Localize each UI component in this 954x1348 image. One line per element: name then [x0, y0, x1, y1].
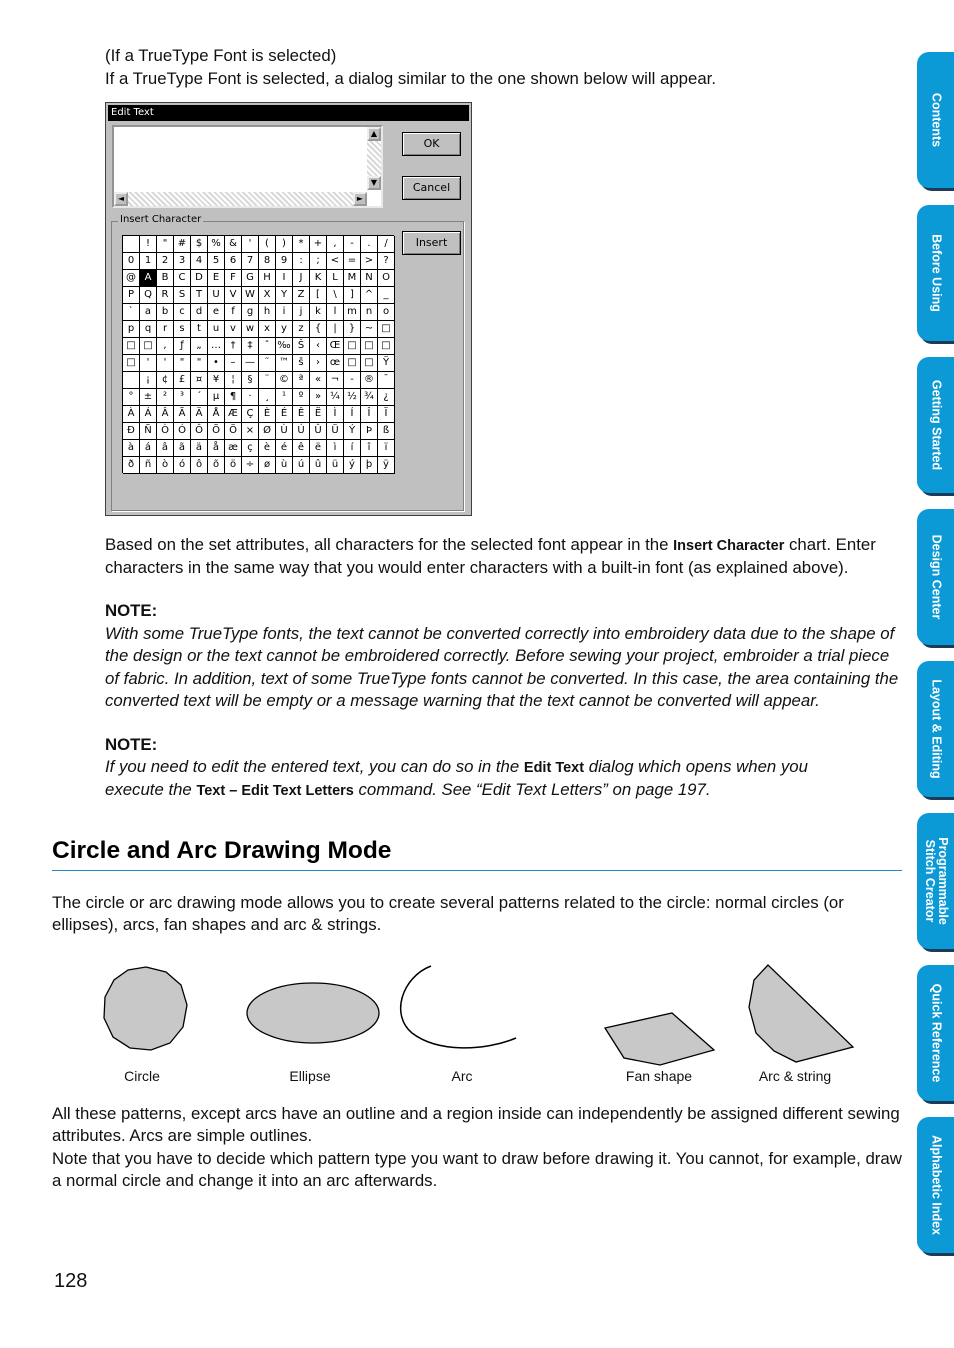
char-cell[interactable]: Ò	[157, 423, 174, 440]
char-cell[interactable]: °	[123, 389, 140, 406]
char-cell[interactable]: ®	[361, 372, 378, 389]
char-cell[interactable]: .	[361, 236, 378, 253]
char-cell[interactable]: L	[327, 270, 344, 287]
char-cell[interactable]: Z	[293, 287, 310, 304]
char-cell[interactable]: ¨	[259, 372, 276, 389]
char-cell[interactable]: ±	[140, 389, 157, 406]
char-cell[interactable]: {	[310, 321, 327, 338]
body-text-pre: Based on the set attributes, all characters for the selected font appear in the	[105, 535, 669, 554]
note-2-post: command. See “Edit Text Letters” on page 197.	[358, 780, 711, 800]
char-cell[interactable]: C	[174, 270, 191, 287]
dialog-title: Edit Text	[108, 105, 469, 121]
char-cell[interactable]: ³	[174, 389, 191, 406]
char-cell[interactable]: S	[174, 287, 191, 304]
char-cell[interactable]: £	[174, 372, 191, 389]
char-cell[interactable]: Ê	[293, 406, 310, 423]
char-cell[interactable]: …	[208, 338, 225, 355]
char-cell[interactable]: K	[310, 270, 327, 287]
char-cell[interactable]: I	[276, 270, 293, 287]
char-cell[interactable]: ^	[361, 287, 378, 304]
tab-getting-started[interactable]	[917, 357, 954, 493]
char-cell[interactable]: ÿ	[378, 457, 395, 474]
char-cell[interactable]: -	[344, 372, 361, 389]
char-cell[interactable]: Û	[310, 423, 327, 440]
char-cell[interactable]: 5	[208, 253, 225, 270]
char-cell[interactable]: ¬	[327, 372, 344, 389]
char-cell[interactable]: Ÿ	[378, 355, 395, 372]
char-cell[interactable]: '	[157, 355, 174, 372]
char-cell[interactable]: Á	[140, 406, 157, 423]
char-cell[interactable]: ÷	[242, 457, 259, 474]
char-cell[interactable]: +	[310, 236, 327, 253]
char-cell[interactable]: @	[123, 270, 140, 287]
char-cell[interactable]: l	[327, 304, 344, 321]
char-cell[interactable]: P	[123, 287, 140, 304]
char-cell[interactable]: R	[157, 287, 174, 304]
label-fan-shape: Fan shape	[625, 1068, 693, 1084]
char-cell[interactable]: D	[191, 270, 208, 287]
char-cell[interactable]: ]	[344, 287, 361, 304]
char-cell[interactable]: d	[191, 304, 208, 321]
tab-label: Alphabetic Index	[929, 1134, 943, 1236]
char-cell[interactable]: O	[378, 270, 395, 287]
char-cell[interactable]: ˜	[259, 355, 276, 372]
body-paragraph	[105, 534, 905, 580]
char-cell[interactable]	[123, 372, 140, 389]
char-cell[interactable]: &	[225, 236, 242, 253]
char-cell[interactable]: Ö	[225, 423, 242, 440]
char-cell[interactable]: â	[157, 440, 174, 457]
label-arc: Arc	[451, 1068, 473, 1084]
char-cell[interactable]: ‹	[310, 338, 327, 355]
char-cell[interactable]: <	[327, 253, 344, 270]
body-text-rest: Enter characters in the same way that you would enter characters with a built-in font (as explained above).	[105, 535, 876, 578]
closing-paragraph-1: All these patterns, except arcs have an outline and a region inside can independently be assigned different sewing attributes. Arcs are simple outlines.	[52, 1104, 900, 1146]
scroll-up-icon[interactable]: ▲	[367, 127, 381, 141]
char-cell[interactable]: ¢	[157, 372, 174, 389]
char-cell[interactable]: ª	[293, 372, 310, 389]
char-cell[interactable]: þ	[361, 457, 378, 474]
char-cell[interactable]: ›	[310, 355, 327, 372]
char-cell[interactable]: A	[140, 270, 157, 287]
char-cell[interactable]: 7	[242, 253, 259, 270]
char-cell[interactable]: Ã	[174, 406, 191, 423]
char-cell[interactable]: „	[191, 338, 208, 355]
scroll-down-icon[interactable]: ▼	[367, 176, 381, 190]
char-cell[interactable]: /	[378, 236, 395, 253]
char-cell[interactable]: Â	[157, 406, 174, 423]
char-cell[interactable]: à	[123, 440, 140, 457]
char-cell[interactable]: Q	[140, 287, 157, 304]
char-cell[interactable]: r	[157, 321, 174, 338]
vertical-scrollbar[interactable]	[367, 127, 381, 190]
tab-label: Layout & Editing	[929, 679, 943, 779]
char-cell[interactable]: ö	[225, 457, 242, 474]
char-cell[interactable]: ß	[378, 423, 395, 440]
char-cell[interactable]: u	[208, 321, 225, 338]
char-cell[interactable]: _	[378, 287, 395, 304]
char-cell[interactable]: ¼	[327, 389, 344, 406]
char-cell[interactable]: #	[174, 236, 191, 253]
char-cell[interactable]: '	[242, 236, 259, 253]
char-cell[interactable]: š	[293, 355, 310, 372]
char-cell[interactable]: N	[361, 270, 378, 287]
char-cell[interactable]: Ç	[242, 406, 259, 423]
char-cell[interactable]: J	[293, 270, 310, 287]
char-cell[interactable]: k	[310, 304, 327, 321]
char-cell[interactable]: å	[208, 440, 225, 457]
insert-character-command: Insert Character	[673, 538, 785, 554]
char-cell[interactable]: F	[225, 270, 242, 287]
char-cell[interactable]: G	[242, 270, 259, 287]
char-cell[interactable]: —	[242, 355, 259, 372]
char-cell[interactable]: †	[225, 338, 242, 355]
char-cell[interactable]: f	[225, 304, 242, 321]
char-cell[interactable]: À	[123, 406, 140, 423]
char-cell[interactable]: %	[208, 236, 225, 253]
char-cell[interactable]: ó	[174, 457, 191, 474]
char-cell[interactable]: æ	[225, 440, 242, 457]
char-cell[interactable]: Í	[344, 406, 361, 423]
char-cell[interactable]: Ä	[191, 406, 208, 423]
char-cell[interactable]: w	[242, 321, 259, 338]
tab-contents[interactable]	[917, 52, 954, 188]
char-cell[interactable]: □	[361, 338, 378, 355]
char-cell[interactable]: Æ	[225, 406, 242, 423]
body-text-post: chart.	[789, 535, 831, 554]
char-cell[interactable]: a	[140, 304, 157, 321]
tab-label: Programmable Stitch Creator	[922, 837, 950, 925]
section-title: Circle and Arc Drawing Mode	[52, 837, 392, 864]
char-cell[interactable]: 4	[191, 253, 208, 270]
char-cell[interactable]: U	[208, 287, 225, 304]
char-cell[interactable]: »	[310, 389, 327, 406]
char-cell[interactable]: 9	[276, 253, 293, 270]
char-cell[interactable]: í	[344, 440, 361, 457]
char-cell[interactable]: ¾	[361, 389, 378, 406]
closing-paragraph-2: Note that you have to decide which pattern type you want to draw before drawing it. You cannot, for example, draw a normal circle and change it into an arc afterwards.	[52, 1149, 902, 1191]
char-cell[interactable]: b	[157, 304, 174, 321]
char-cell[interactable]: B	[157, 270, 174, 287]
char-cell[interactable]: ‡	[242, 338, 259, 355]
char-cell[interactable]: h	[259, 304, 276, 321]
char-cell[interactable]: ô	[191, 457, 208, 474]
tab-layout-editing[interactable]	[917, 661, 954, 797]
char-cell[interactable]: M	[344, 270, 361, 287]
char-cell[interactable]: ù	[276, 457, 293, 474]
ellipse-shape	[247, 983, 379, 1043]
char-cell[interactable]: 8	[259, 253, 276, 270]
intro-line-2: If a TrueType Font is selected, a dialog similar to the one shown below will appear.	[105, 69, 716, 88]
char-cell[interactable]: µ	[208, 389, 225, 406]
char-cell[interactable]: É	[276, 406, 293, 423]
note-2-mid1: dialog which opens when you	[588, 757, 808, 776]
char-cell[interactable]: ½	[344, 389, 361, 406]
char-cell[interactable]: e	[208, 304, 225, 321]
char-cell[interactable]	[123, 236, 140, 253]
char-cell[interactable]: ê	[293, 440, 310, 457]
tab-before-using[interactable]	[917, 205, 954, 341]
char-cell[interactable]: Ü	[327, 423, 344, 440]
char-cell[interactable]: o	[378, 304, 395, 321]
edit-text-command: Edit Text	[523, 760, 585, 776]
char-cell[interactable]: □	[123, 338, 140, 355]
char-cell[interactable]: T	[191, 287, 208, 304]
char-cell[interactable]: }	[344, 321, 361, 338]
char-cell[interactable]: E	[208, 270, 225, 287]
char-cell[interactable]: □	[123, 355, 140, 372]
char-cell[interactable]: –	[225, 355, 242, 372]
char-cell[interactable]: i	[276, 304, 293, 321]
char-cell[interactable]: ~	[361, 321, 378, 338]
char-cell[interactable]: ú	[293, 457, 310, 474]
char-cell[interactable]: ¶	[225, 389, 242, 406]
char-cell[interactable]: Õ	[208, 423, 225, 440]
char-cell[interactable]: Ñ	[140, 423, 157, 440]
char-cell[interactable]: j	[293, 304, 310, 321]
char-cell[interactable]: ™	[276, 355, 293, 372]
char-cell[interactable]: ¸	[259, 389, 276, 406]
cancel-button[interactable]: Cancel	[402, 176, 461, 200]
char-cell[interactable]: Ë	[310, 406, 327, 423]
char-cell[interactable]: \	[327, 287, 344, 304]
char-cell[interactable]: è	[259, 440, 276, 457]
char-cell[interactable]: ·	[242, 389, 259, 406]
tab-label: Design Center	[929, 534, 943, 620]
char-cell[interactable]: ˆ	[259, 338, 276, 355]
char-cell[interactable]: X	[259, 287, 276, 304]
char-cell[interactable]: □	[361, 355, 378, 372]
note-2-pre: If you need to edit the entered text, you can do so in the	[105, 757, 520, 776]
note-1-label: NOTE:	[105, 601, 158, 620]
char-cell[interactable]: ×	[242, 423, 259, 440]
char-cell[interactable]: ý	[344, 457, 361, 474]
char-cell[interactable]: c	[174, 304, 191, 321]
char-cell[interactable]: Ý	[344, 423, 361, 440]
note-2-label: NOTE:	[105, 735, 158, 754]
char-cell[interactable]: □	[344, 338, 361, 355]
label-ellipse: Ellipse	[289, 1068, 331, 1084]
arc-string-shape	[749, 965, 853, 1062]
char-cell[interactable]: Ô	[191, 423, 208, 440]
char-cell[interactable]: y	[276, 321, 293, 338]
char-cell[interactable]: ü	[327, 457, 344, 474]
char-cell[interactable]: ;	[310, 253, 327, 270]
char-cell[interactable]: ²	[157, 389, 174, 406]
char-cell[interactable]: >	[361, 253, 378, 270]
char-cell[interactable]: ¡	[140, 372, 157, 389]
char-cell[interactable]: t	[191, 321, 208, 338]
tab-label: Quick Reference	[929, 983, 943, 1083]
char-cell[interactable]: *	[293, 236, 310, 253]
char-cell[interactable]: Ì	[327, 406, 344, 423]
char-cell[interactable]: Y	[276, 287, 293, 304]
char-cell[interactable]: Œ	[327, 338, 344, 355]
char-cell[interactable]: é	[276, 440, 293, 457]
char-cell[interactable]: Ð	[123, 423, 140, 440]
tab-programmable-stitch-creator[interactable]	[917, 813, 954, 949]
char-cell[interactable]: ´	[191, 389, 208, 406]
tab-design-center[interactable]	[917, 509, 954, 645]
char-cell[interactable]: õ	[208, 457, 225, 474]
arc-shape	[401, 966, 516, 1048]
char-cell[interactable]: 1	[140, 253, 157, 270]
label-arc-string: Arc & string	[758, 1068, 832, 1084]
char-cell[interactable]: Ø	[259, 423, 276, 440]
char-cell[interactable]: v	[225, 321, 242, 338]
note-2-mid2: execute the	[105, 780, 192, 800]
horizontal-scrollbar[interactable]	[114, 192, 367, 206]
char-cell[interactable]: á	[140, 440, 157, 457]
char-cell[interactable]: $	[191, 236, 208, 253]
char-cell[interactable]: ò	[157, 457, 174, 474]
char-cell[interactable]: «	[310, 372, 327, 389]
char-cell[interactable]: ©	[276, 372, 293, 389]
ok-button[interactable]: OK	[402, 132, 461, 156]
char-cell[interactable]: m	[344, 304, 361, 321]
tab-label: Contents	[929, 92, 943, 148]
char-cell[interactable]: î	[361, 440, 378, 457]
note-1-text: With some TrueType fonts, the text cannot be converted correctly into embroidery data due to the shape of the design or the text cannot be embroidered correctly. Before sewing your project, embroider a trial piece of fabric. In addition, text of some TrueType fonts cannot be converted. In this case, the area containing the converted text will be empty or a message warning that the text cannot be converted will appear.	[105, 624, 899, 711]
tab-label: Before Using	[929, 234, 943, 312]
char-cell[interactable]: =	[344, 253, 361, 270]
char-cell[interactable]: ø	[259, 457, 276, 474]
char-cell[interactable]: Ù	[276, 423, 293, 440]
tab-quick-reference[interactable]	[917, 965, 954, 1101]
insert-button[interactable]: Insert	[402, 231, 461, 255]
char-cell[interactable]: º	[293, 389, 310, 406]
char-cell[interactable]: Š	[293, 338, 310, 355]
char-cell[interactable]: È	[259, 406, 276, 423]
char-cell[interactable]: (	[259, 236, 276, 253]
insert-character-label: Insert Character	[120, 214, 202, 225]
char-cell[interactable]: ,	[157, 338, 174, 355]
char-cell[interactable]: n	[361, 304, 378, 321]
char-cell[interactable]: -	[344, 236, 361, 253]
char-cell[interactable]: □	[378, 338, 395, 355]
char-cell[interactable]: Ó	[174, 423, 191, 440]
char-cell[interactable]: :	[293, 253, 310, 270]
char-cell[interactable]: '	[140, 355, 157, 372]
char-cell[interactable]: ¤	[191, 372, 208, 389]
char-cell[interactable]: Ú	[293, 423, 310, 440]
char-cell[interactable]: V	[225, 287, 242, 304]
char-cell[interactable]: ‰	[276, 338, 293, 355]
char-cell[interactable]: H	[259, 270, 276, 287]
char-cell[interactable]: §	[242, 372, 259, 389]
char-cell[interactable]: g	[242, 304, 259, 321]
fan-shape	[605, 1013, 714, 1065]
char-cell[interactable]: •	[208, 355, 225, 372]
section-intro: The circle or arc drawing mode allows you to create several patterns related to the circle: normal circles (or ellipses), arcs, fan shapes and arc & strings.	[52, 893, 844, 935]
char-cell[interactable]: z	[293, 321, 310, 338]
char-cell[interactable]: p	[123, 321, 140, 338]
char-cell[interactable]: Ï	[378, 406, 395, 423]
char-cell[interactable]: `	[123, 304, 140, 321]
char-cell[interactable]: ¹	[276, 389, 293, 406]
char-cell[interactable]: ¦	[225, 372, 242, 389]
char-cell[interactable]: ë	[310, 440, 327, 457]
char-cell[interactable]: 3	[174, 253, 191, 270]
intro-line-1: (If a TrueType Font is selected)	[105, 46, 337, 65]
edit-text-letters-command: Text – Edit Text Letters	[196, 783, 354, 800]
edit-text-dialog	[105, 102, 472, 516]
char-cell[interactable]: ñ	[140, 457, 157, 474]
char-cell[interactable]: ¥	[208, 372, 225, 389]
char-cell[interactable]: □	[378, 321, 395, 338]
char-cell[interactable]: "	[191, 355, 208, 372]
char-cell[interactable]: ì	[327, 440, 344, 457]
char-cell[interactable]: q	[140, 321, 157, 338]
scroll-left-icon[interactable]: ◄	[114, 192, 128, 206]
char-cell[interactable]: 0	[123, 253, 140, 270]
char-cell[interactable]: ?	[378, 253, 395, 270]
character-grid	[122, 235, 394, 473]
tab-alphabetic-index[interactable]	[917, 1117, 954, 1253]
char-cell[interactable]: |	[327, 321, 344, 338]
char-cell[interactable]: W	[242, 287, 259, 304]
scroll-right-icon[interactable]: ►	[353, 192, 367, 206]
char-cell[interactable]: ä	[191, 440, 208, 457]
char-cell[interactable]: ã	[174, 440, 191, 457]
label-circle: Circle	[124, 1068, 160, 1084]
heading-rule	[52, 870, 902, 871]
char-cell[interactable]: ð	[123, 457, 140, 474]
char-cell[interactable]: "	[174, 355, 191, 372]
char-cell[interactable]: "	[157, 236, 174, 253]
char-cell[interactable]: ¯	[378, 372, 395, 389]
char-cell[interactable]: ¿	[378, 389, 395, 406]
char-cell[interactable]: Å	[208, 406, 225, 423]
char-cell[interactable]: ,	[327, 236, 344, 253]
char-cell[interactable]: □	[344, 355, 361, 372]
char-cell[interactable]: 2	[157, 253, 174, 270]
char-cell[interactable]: )	[276, 236, 293, 253]
char-cell[interactable]: œ	[327, 355, 344, 372]
char-cell[interactable]: 6	[225, 253, 242, 270]
char-cell[interactable]: □	[140, 338, 157, 355]
char-cell[interactable]: [	[310, 287, 327, 304]
tab-label: Getting Started	[929, 379, 943, 471]
page-number: 128	[54, 1270, 88, 1292]
char-cell[interactable]: Þ	[361, 423, 378, 440]
char-cell[interactable]: ç	[242, 440, 259, 457]
char-cell[interactable]: û	[310, 457, 327, 474]
circle-shape	[104, 967, 187, 1050]
note-2-text	[105, 756, 905, 803]
char-cell[interactable]: ƒ	[174, 338, 191, 355]
char-cell[interactable]: Î	[361, 406, 378, 423]
char-cell[interactable]: !	[140, 236, 157, 253]
text-input-area[interactable]	[112, 125, 383, 208]
char-cell[interactable]: s	[174, 321, 191, 338]
char-cell[interactable]: ï	[378, 440, 395, 457]
char-cell[interactable]: x	[259, 321, 276, 338]
